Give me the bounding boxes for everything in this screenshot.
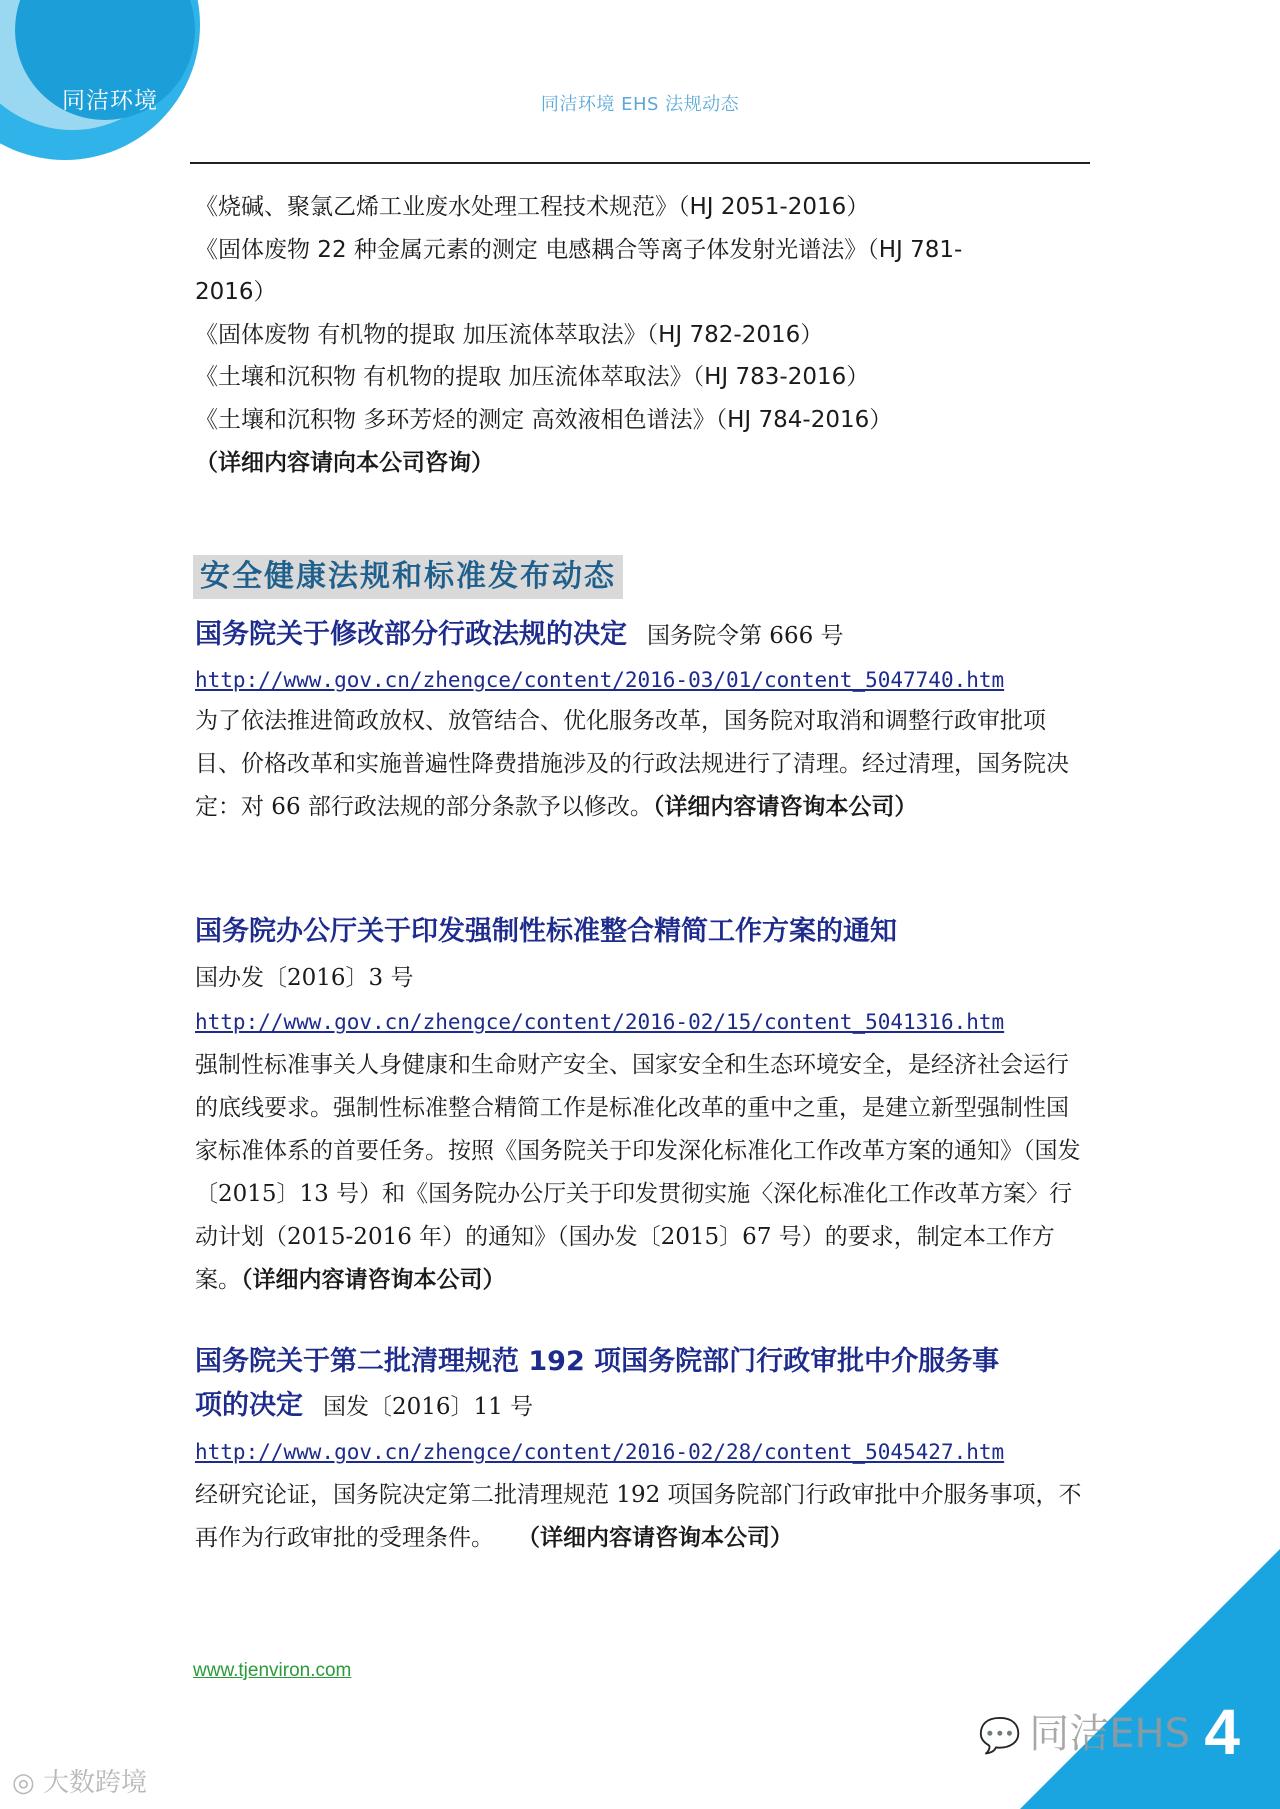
page-number: 4 <box>1204 1696 1240 1768</box>
news-url-2[interactable]: http://www.gov.cn/zhengce/content/2016-02/15/content_5041316.htm <box>195 1010 1005 1034</box>
standards-note: （详细内容请向本公司咨询） <box>195 450 494 476</box>
news-body-3 <box>195 1474 1085 1560</box>
site-watermark <box>12 1762 147 1799</box>
header-title: 同洁环境 EHS 法规动态 <box>540 94 740 115</box>
news-title-3-line2[interactable] <box>195 1386 533 1427</box>
footer-website-link[interactable]: www.tjenviron.com <box>193 1660 352 1681</box>
news-title-2[interactable]: 国务院办公厅关于印发强制性标准整合精简工作方案的通知 <box>195 916 897 947</box>
watermark-text: 大数跨境 <box>42 1768 147 1798</box>
news-doc-no-2: 国办发〔2016〕3 号 <box>195 965 414 991</box>
standard-item: 《固体废物 22 种金属元素的测定 电感耦合等离子体发射光谱法》（HJ 781- <box>195 237 963 263</box>
news-note: （详细内容请咨询本公司） <box>241 1267 506 1293</box>
news-title-text[interactable]: 国务院关于修改部分行政法规的决定 <box>195 619 627 650</box>
news-title-1[interactable] <box>195 615 844 656</box>
standard-item: 《土壤和沉积物 有机物的提取 加压流体萃取法》（HJ 783-2016） <box>195 364 870 390</box>
watermark-icon: ◎ <box>12 1768 35 1798</box>
news-body-text: 经研究论证，国务院决定第二批清理规范 192 项国务院部门行政审批中介服务事项，不再作为行政审批的受理条件。 <box>195 1482 1082 1551</box>
logo-text: 同洁环境 <box>62 88 158 114</box>
news-title-3-line1[interactable]: 国务院关于第二批清理规范 192 项国务院部门行政审批中介服务事 <box>195 1346 1000 1377</box>
wechat-icon: 💬 <box>978 1716 1022 1756</box>
news-doc-no: 国务院令第 666 号 <box>647 623 844 649</box>
news-doc-no: 国发〔2016〕11 号 <box>323 1394 534 1420</box>
section-heading: 安全健康法规和标准发布动态 <box>193 555 623 599</box>
news-url-1[interactable]: http://www.gov.cn/zhengce/content/2016-03/01/content_5047740.htm <box>195 668 1005 692</box>
standard-item-continued: 2016） <box>195 279 277 305</box>
header-divider <box>190 162 1090 164</box>
wechat-label: 同洁EHS <box>1029 1711 1190 1757</box>
news-note: （详细内容请咨询本公司） <box>528 1525 793 1551</box>
standard-item: 《固体废物 有机物的提取 加压流体萃取法》（HJ 782-2016） <box>195 322 824 348</box>
news-title-text[interactable]: 项的决定 <box>195 1390 303 1421</box>
news-note: （详细内容请咨询本公司） <box>652 794 918 820</box>
standard-item: 《烧碱、聚氯乙烯工业废水处理工程技术规范》（HJ 2051-2016） <box>195 194 870 220</box>
news-body-1 <box>195 700 1085 829</box>
news-body-text: 强制性标准事关人身健康和生命财产安全、国家安全和生态环境安全，是经济社会运行的底线要求。强制性标准整合精简工作是标准化改革的重中之重，是建立新型强制性国家标准体系的首要任务。按照《国务院关于印发深化标准化工作改革方案的通知》（国发〔2015〕13 号）和《国务院办公厅关于印发贯彻实施〈深化标准化工作改革方案〉行动计划（2015-2016 年）的通知》（国办发〔2015〕67 号）的要求，制定本工作方案。 <box>195 1052 1081 1293</box>
news-body-text: 为了依法推进简政放权、放管结合、优化服务改革，国务院对取消和调整行政审批项目、价格改革和实施普遍性降费措施涉及的行政法规进行了清理。经过清理，国务院决定：对 66 部行政法规的部分条款予以修改。 <box>195 708 1069 820</box>
news-url-3[interactable]: http://www.gov.cn/zhengce/content/2016-02/28/content_5045427.htm <box>195 1440 1005 1464</box>
standard-item: 《土壤和沉积物 多环芳烃的测定 高效液相色谱法》（HJ 784-2016） <box>195 407 893 433</box>
wechat-watermark <box>979 1702 1190 1759</box>
news-body-2 <box>195 1044 1085 1302</box>
corner-triangle-decoration <box>1020 1549 1280 1809</box>
